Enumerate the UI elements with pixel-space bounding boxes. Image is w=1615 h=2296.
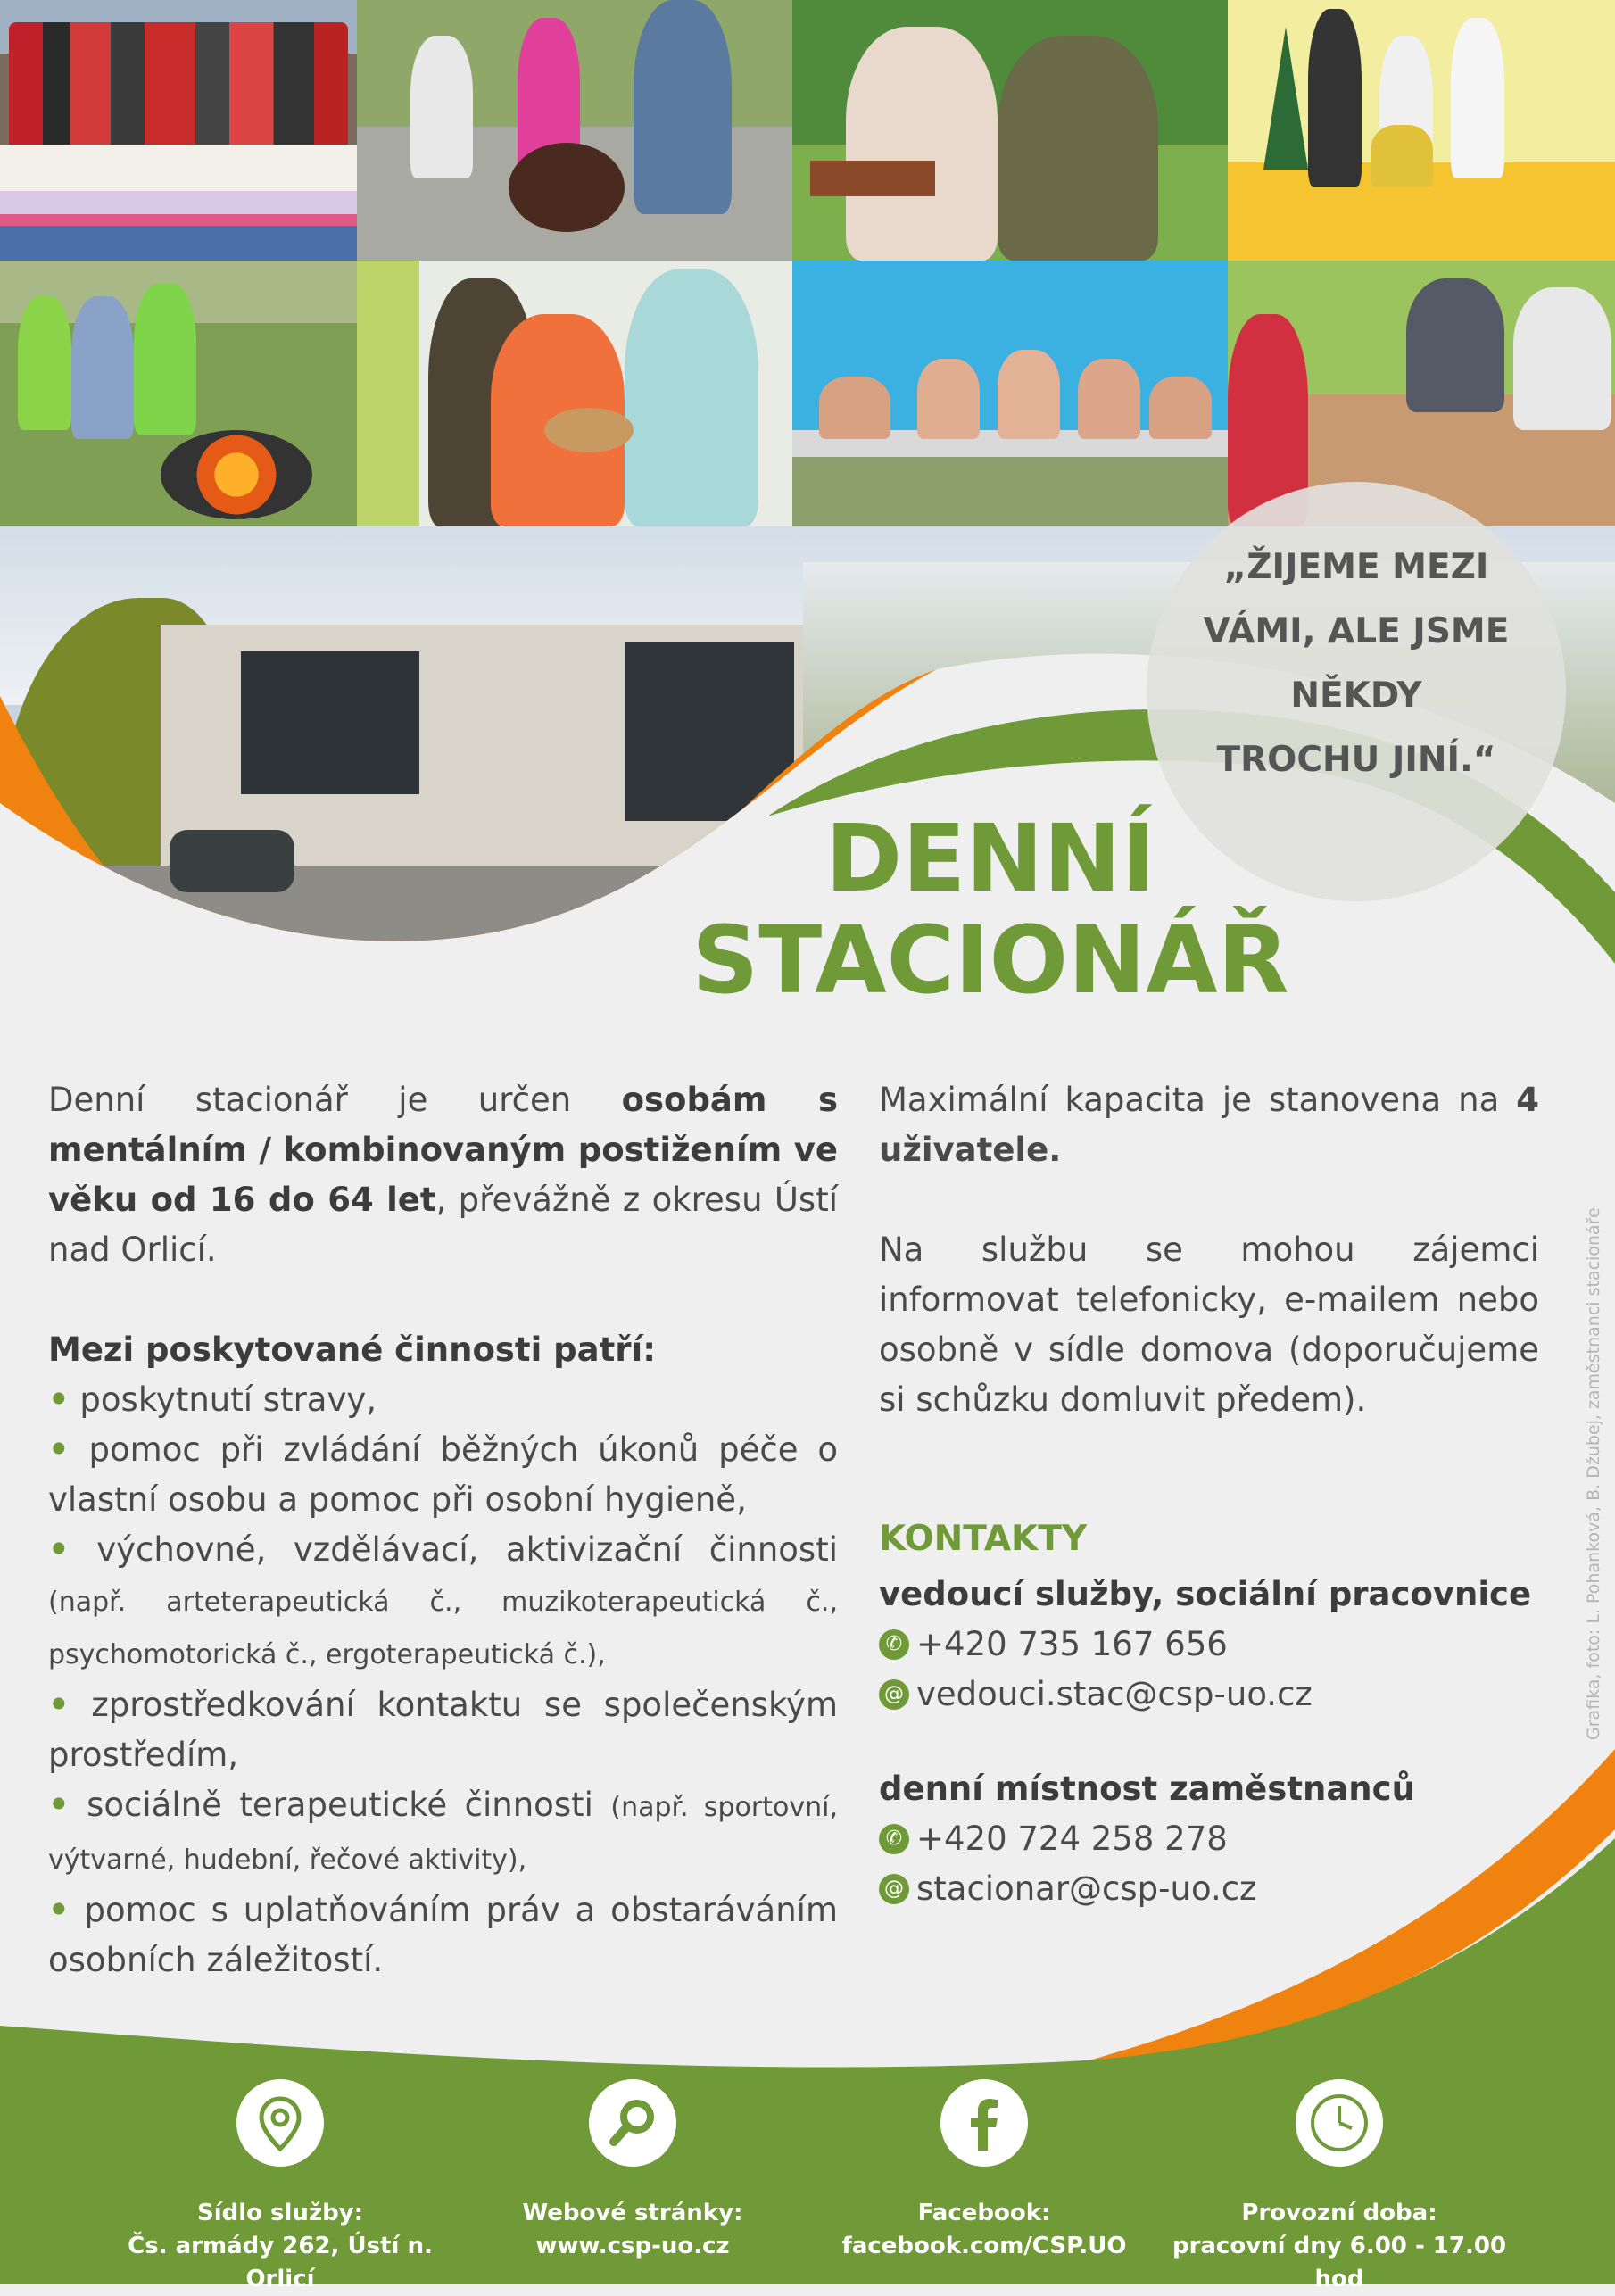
- email-row: [879, 1670, 1539, 1720]
- bullet-icon: •: [48, 1430, 70, 1469]
- title-line: STACIONÁŘ: [692, 906, 1289, 1015]
- intro-text: , převážně z okresu Ústí nad Orlicí.: [48, 1181, 838, 1269]
- list-item: [48, 1886, 838, 1985]
- item-text: pomoc s uplatňováním práv a obstaráváním osobních záležitostí.: [48, 1891, 838, 1979]
- phone-row: [879, 1620, 1539, 1670]
- phone-row: [879, 1814, 1539, 1864]
- contact-group: [879, 1570, 1539, 1720]
- list-item: [48, 1780, 838, 1886]
- left-column: [48, 1075, 838, 1985]
- phone-icon: ✆: [879, 1824, 909, 1854]
- quote-line: VÁMI, ALE JSME: [1203, 611, 1510, 651]
- info-paragraph: Na službu se mohou zájemci informovat telefonicky, e-mailem nebo osobně v sídle domova (doporučujeme si schůzku domluvit předem).: [879, 1231, 1539, 1419]
- contact-role: vedoucí služby, sociální pracovnice: [879, 1575, 1532, 1613]
- right-column: [879, 1075, 1539, 1914]
- email-icon: @: [879, 1874, 909, 1904]
- item-text: výchovné, vzdělávací, aktivizační činnosti: [96, 1530, 838, 1569]
- footer-label: Facebook:: [917, 2200, 1051, 2226]
- item-note: (např. arteterapeutická č., muzikoterapeutická č., psychomotorická č., ergoterapeutická č.),: [48, 1587, 838, 1670]
- email-row: [879, 1864, 1539, 1914]
- list-item: [48, 1525, 838, 1680]
- footer-website: [445, 2197, 820, 2263]
- intro-text: Denní stacionář je určen: [48, 1081, 622, 1119]
- capacity-bold: 4 uživatele.: [879, 1081, 1539, 1169]
- quote-line: TROCHU JINÍ.“: [1216, 740, 1496, 780]
- list-item: [48, 1680, 838, 1780]
- activities-heading: Mezi poskytované činnosti patří:: [48, 1330, 657, 1369]
- intro-bold: osobám s mentálním / kombinovaným postižením ve věku od 16 do 64 let: [48, 1081, 838, 1219]
- quote: [1155, 535, 1557, 792]
- list-item: [48, 1375, 838, 1425]
- footer-value: pracovní dny 6.00 - 17.00 hod: [1172, 2233, 1507, 2292]
- quote-line: „ŽIJEME MEZI: [1223, 547, 1489, 587]
- capacity-text: Maximální kapacita je stanovena na: [879, 1081, 1517, 1119]
- bullet-icon: •: [48, 1380, 70, 1419]
- footer-hours: [1152, 2197, 1527, 2296]
- search-icon: [589, 2079, 676, 2167]
- phone-link[interactable]: +420 735 167 656: [916, 1625, 1228, 1663]
- item-text: poskytnutí stravy,: [79, 1380, 377, 1419]
- intro-paragraph: [48, 1075, 838, 1275]
- item-text: zprostředkování kontaktu se společenským prostředím,: [48, 1686, 838, 1774]
- footer-value: Čs. armády 262, Ústí n. Orlicí: [128, 2233, 433, 2292]
- page-title: [625, 804, 1356, 1015]
- title-line: DENNÍ: [824, 804, 1156, 913]
- quote-line: NĚKDY: [1290, 676, 1422, 716]
- footer-value[interactable]: www.csp-uo.cz: [535, 2233, 730, 2259]
- email-link[interactable]: stacionar@csp-uo.cz: [916, 1869, 1257, 1908]
- item-note: (např. sportovní, výtvarné, hudební, řečové aktivity),: [48, 1792, 838, 1876]
- location-pin-icon: [236, 2079, 324, 2167]
- bullet-icon: •: [48, 1786, 70, 1824]
- footer-label: Webové stránky:: [522, 2200, 743, 2226]
- clock-icon: [1296, 2079, 1383, 2167]
- contact-group: [879, 1764, 1539, 1914]
- email-link[interactable]: vedouci.stac@csp-uo.cz: [916, 1675, 1313, 1713]
- contact-role: denní místnost zaměstnanců: [879, 1770, 1415, 1808]
- footer-label: Sídlo služby:: [196, 2200, 364, 2226]
- bullet-icon: •: [48, 1530, 70, 1569]
- phone-link[interactable]: +420 724 258 278: [916, 1819, 1228, 1858]
- item-text: sociálně terapeutické činnosti: [87, 1786, 611, 1824]
- bullet-icon: •: [48, 1686, 70, 1724]
- photo-credit: Grafika, foto: L. Pohanková, B. Džubej, zaměstnanci stacionáře: [1584, 1207, 1603, 1740]
- footer-facebook: [797, 2197, 1172, 2263]
- footer-value[interactable]: facebook.com/CSP.UO: [841, 2233, 1127, 2259]
- bullet-icon: •: [48, 1891, 70, 1929]
- phone-icon: ✆: [879, 1629, 909, 1660]
- email-icon: @: [879, 1679, 909, 1710]
- item-text: pomoc při zvládání běžných úkonů péče o vlastní osobu a pomoc při osobní hygieně,: [48, 1430, 838, 1519]
- facebook-icon[interactable]: [940, 2079, 1028, 2167]
- activity-list: [48, 1375, 838, 1985]
- contacts-heading: KONTAKTY: [879, 1519, 1088, 1559]
- footer-label: Provozní doba:: [1241, 2200, 1437, 2226]
- capacity-paragraph: [879, 1075, 1539, 1175]
- list-item: [48, 1425, 838, 1525]
- footer-address: [93, 2197, 468, 2296]
